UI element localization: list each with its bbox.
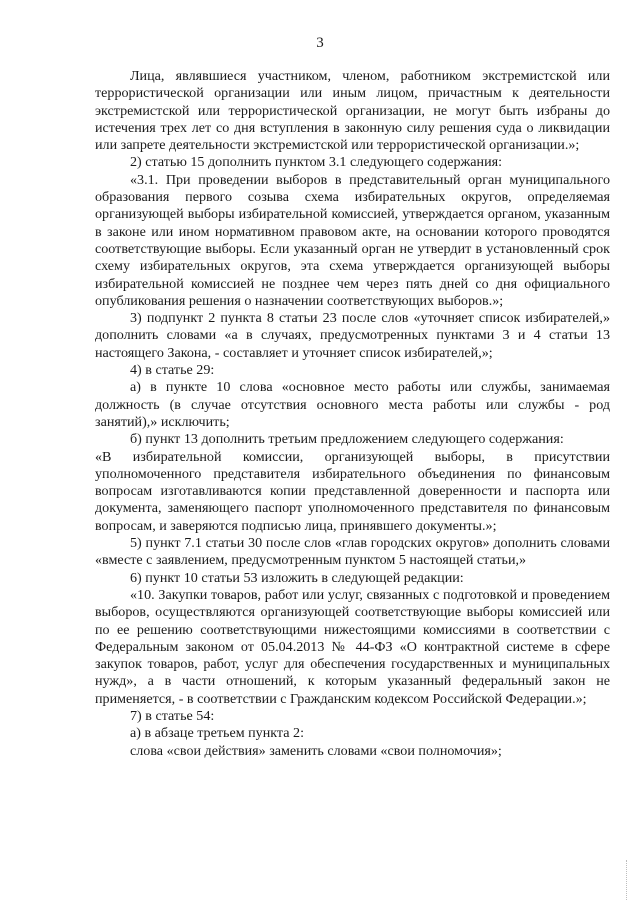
paragraph-item-7: 7) в статье 54: bbox=[130, 707, 215, 724]
paragraph-quote-13: «В избирательной комиссии, организующей выборы, в присутствии уполномоченного представителя избирательного объединения по финансовым вопросам изготавливаются копии представленной доверенности и паспорта или документа, заменяющего паспорт уполномоченного представителя по финансовым вопросам, и заверяются подписью лица, принявшего документы.»; bbox=[95, 448, 610, 534]
paragraph-item-4a: а) в пункте 10 слова «основное место работы или службы, занимаемая должность (в случае отсутствия основного места работы или службы - род занятий),» исключить; bbox=[95, 379, 610, 430]
document-body bbox=[95, 68, 610, 760]
paragraph-intro: Лица, являвшиеся участником, членом, работником экстремистской или террористической организации или иным лицом, причастным к деятельности экстремистской или террористической организации, не могут быть избраны до истечения трех лет со дня вступления в законную силу решения суда о ликвидации или запрете деятельности экстремистской или террористической организации.»; bbox=[95, 68, 610, 154]
page-number: 3 bbox=[316, 35, 324, 51]
paragraph-clause-10: «10. Закупки товаров, работ или услуг, связанных с подготовкой и проведением выборов, осуществляются организующей соответствующие выборы комиссией или по ее решению соответствующими нижестоящими комиссиями в соответствии с Федеральным законом от 05.04.2013 № 44-ФЗ «О контрактной системе в сфере закупок товаров, работ, услуг для обеспечения государственных и муниципальных нужд», а в части отношений, к которым указанный федеральный закон не применяется, - в соответствии с Гражданским кодексом Российской Федерации.»; bbox=[95, 586, 610, 707]
paragraph-item-3: 3) подпункт 2 пункта 8 статьи 23 после слов «уточняет список избирателей,» дополнить словами «а в случаях, предусмотренных пунктами 3 и 4 статьи 13 настоящего Закона, - составляет и уточняет список избирателей,»; bbox=[95, 310, 610, 361]
paragraph-item-7a: а) в абзаце третьем пункта 2: bbox=[130, 725, 305, 742]
paragraph-clause-3-1: «3.1. При проведении выборов в представительный орган муниципального образования первого созыва схема избирательных округов, определяемая организующей выборы избирательной комиссией, утверждается органом, указанным в законе или ином нормативном правовом акте, на основании которого проводятся соответствующие выборы. Если указанный орган не утвердит в установленный срок схему избирательных округов, эта схема утверждается организующей выборы избирательной комиссией не позднее чем через пять дней со дня официального опубликования решения о назначении соответствующих выборов.»; bbox=[95, 171, 610, 309]
paragraph-item-2: 2) статью 15 дополнить пунктом 3.1 следующего содержания: bbox=[130, 154, 503, 171]
paragraph-replace-words: слова «свои действия» заменить словами «свои полномочия»; bbox=[130, 742, 502, 759]
paragraph-item-4: 4) в статье 29: bbox=[130, 362, 215, 379]
paragraph-item-4b: б) пункт 13 дополнить третьим предложением следующего содержания: bbox=[130, 431, 564, 448]
paragraph-item-5: 5) пункт 7.1 статьи 30 после слов «глав городских округов» дополнить словами «вместе с заявлением, предусмотренным пунктом 5 настоящей статьи,» bbox=[95, 535, 610, 569]
paragraph-item-6: 6) пункт 10 статьи 53 изложить в следующей редакции: bbox=[130, 569, 464, 586]
scan-edge-mark bbox=[626, 860, 628, 900]
